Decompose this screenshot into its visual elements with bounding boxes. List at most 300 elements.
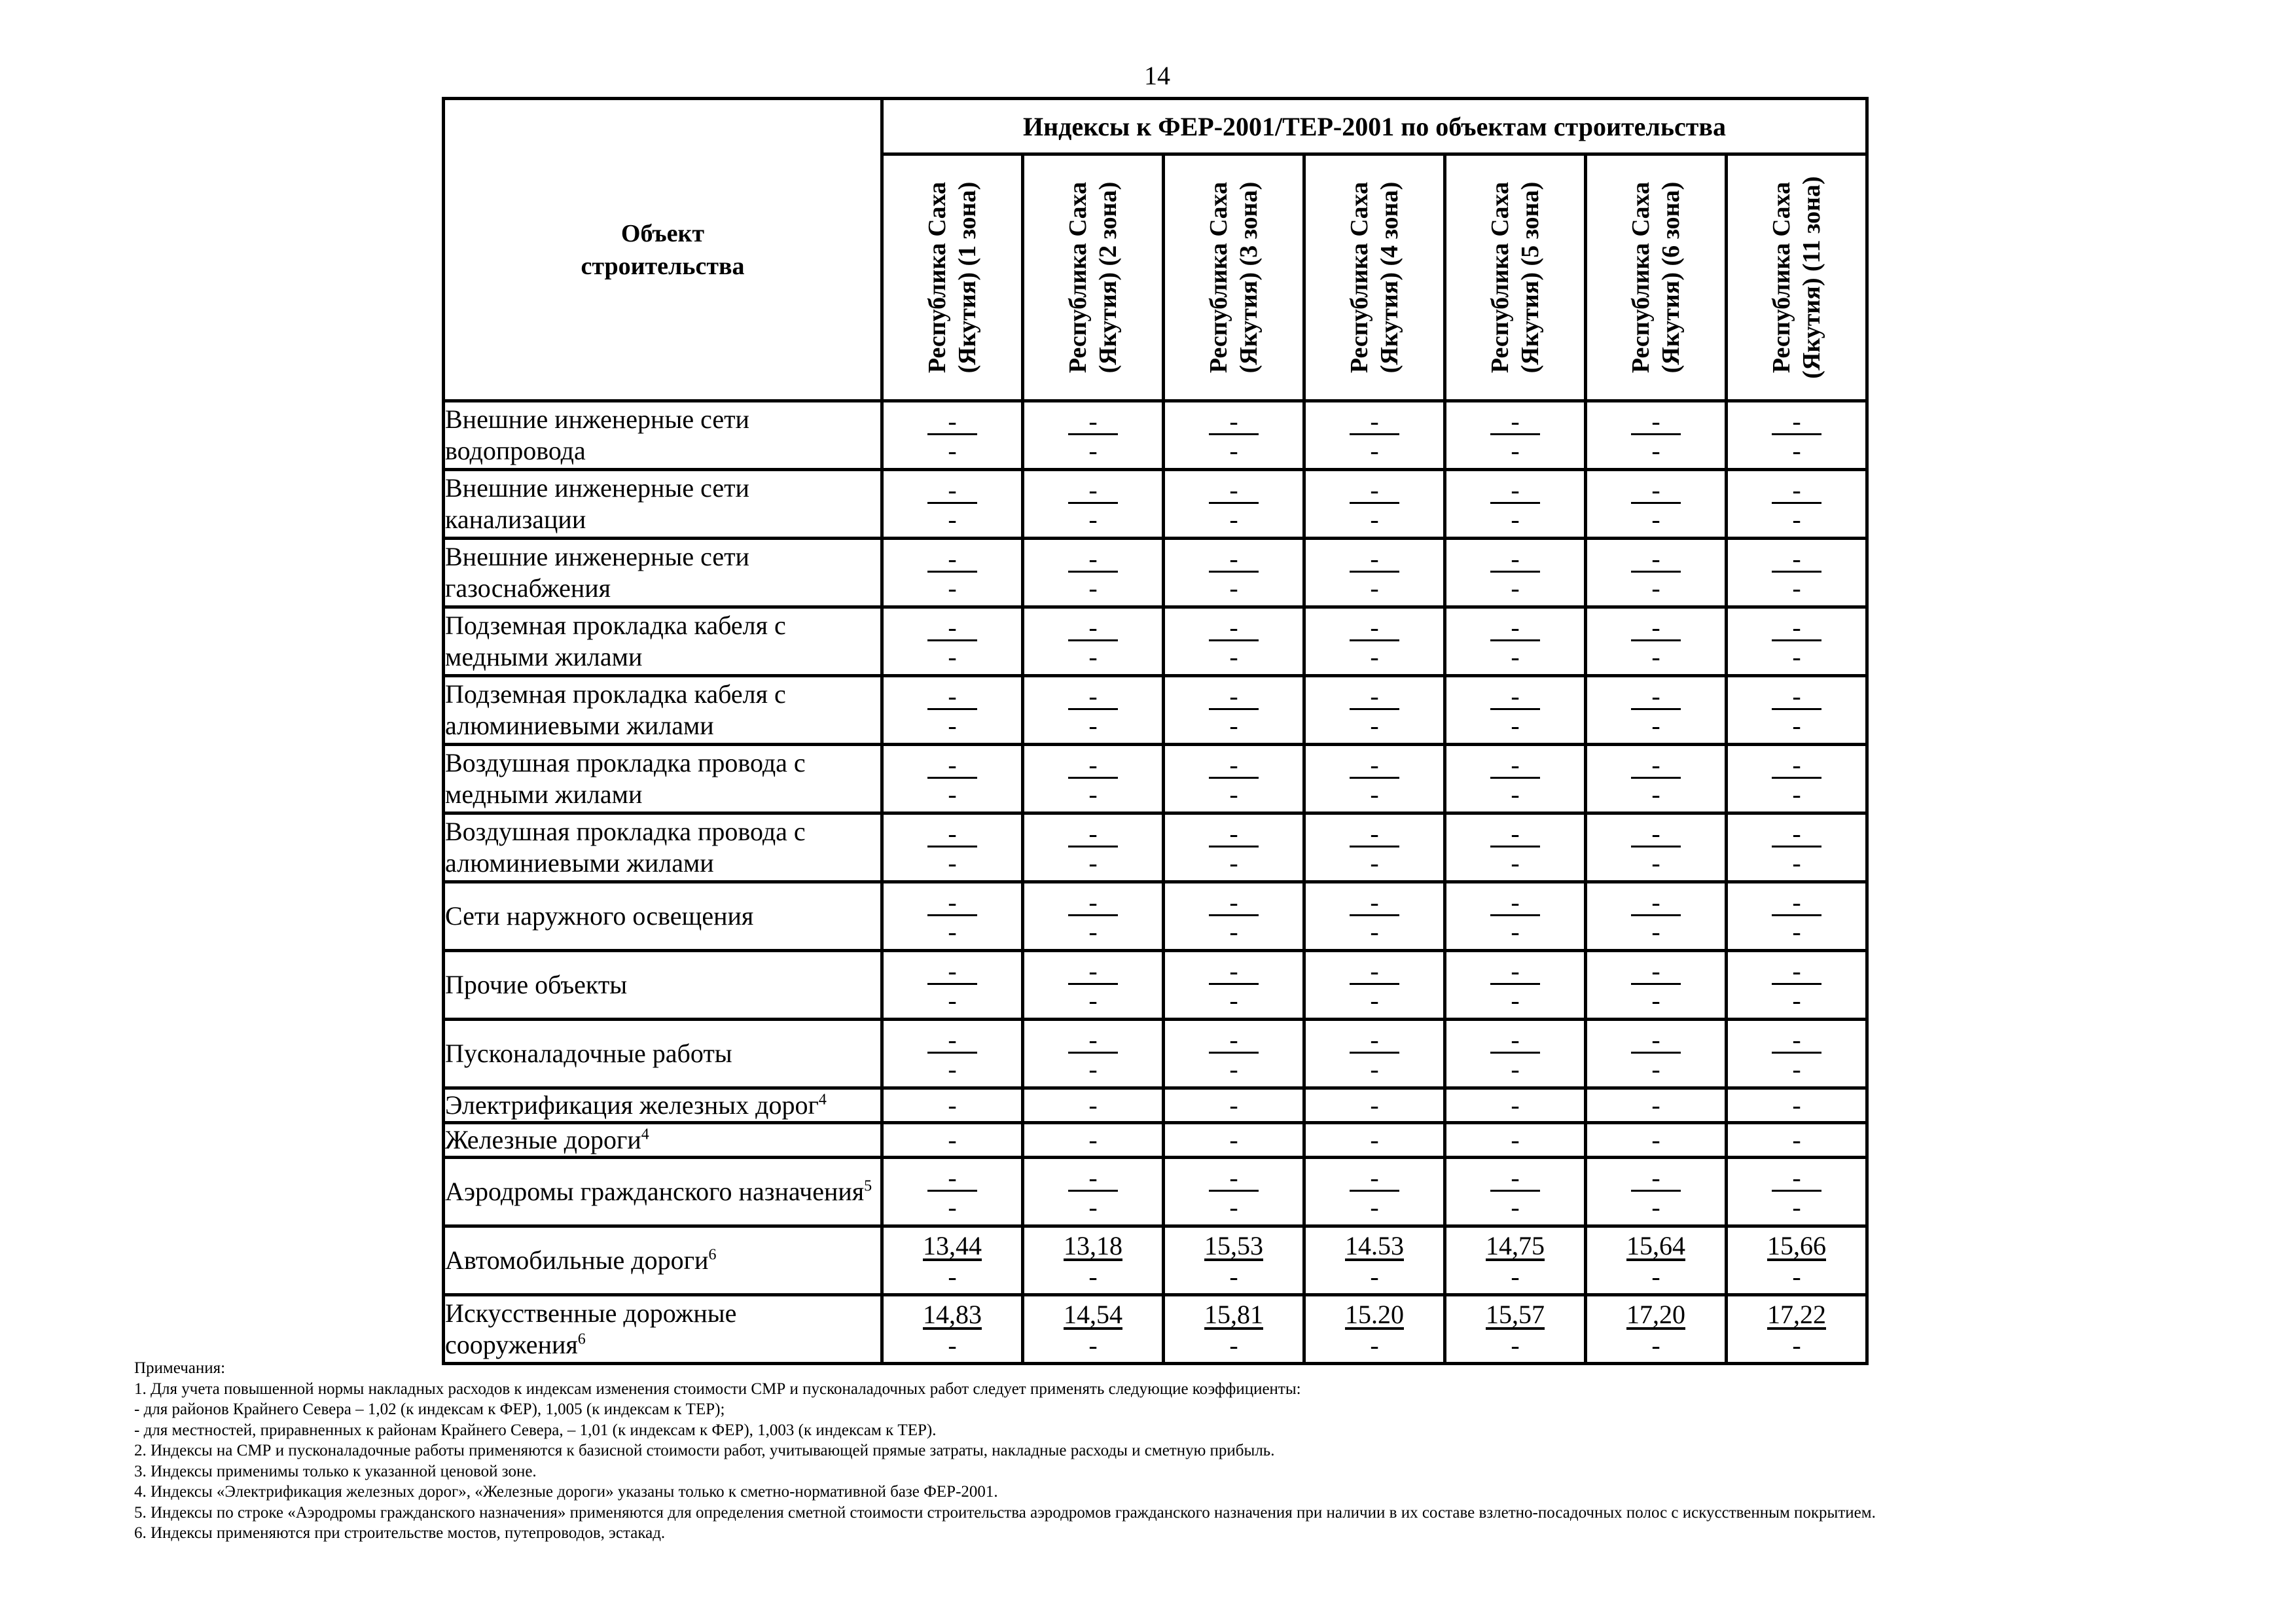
index-value: - [1651,1090,1660,1120]
index-denominator: - [1229,1262,1238,1291]
index-numerator: - [927,959,977,985]
index-denominator: - [948,710,957,740]
index-cell [1304,539,1445,607]
index-numerator: - [1350,1028,1399,1054]
zone-column-header [1727,154,1867,401]
index-value: - [948,1090,957,1120]
index-denominator: - [1511,573,1520,603]
index-denominator: - [1370,573,1379,603]
object-name-cell [444,1295,882,1364]
index-denominator: - [1651,1262,1660,1291]
index-denominator: - [948,573,957,603]
index-numerator: - [1772,685,1821,710]
index-denominator: - [1511,847,1520,878]
object-name: Искусственные дорожные сооружения [445,1298,737,1359]
index-numerator: 15,53 [1204,1231,1263,1260]
zone-header-line: Республика Саха [1768,181,1795,374]
index-denominator: - [1511,779,1520,809]
index-cell [1586,1295,1727,1364]
index-cell [882,1088,1023,1123]
index-cell [1164,539,1304,607]
index-cell [1164,745,1304,813]
object-name: Электрификация железных дорог [445,1090,819,1120]
index-denominator: - [1370,1330,1379,1360]
table-row [444,676,1867,745]
index-cell [1164,470,1304,539]
index-numerator: - [1490,616,1540,641]
index-cell [882,607,1023,676]
index-cell [1445,607,1586,676]
index-cell [1445,539,1586,607]
index-numerator: - [1209,547,1259,573]
index-denominator: - [1088,710,1098,740]
index-cell [1727,1295,1867,1364]
index-cell [1164,1226,1304,1295]
index-numerator: - [927,685,977,710]
index-numerator: - [927,753,977,779]
index-denominator: - [948,641,957,671]
index-denominator: - [1651,573,1660,603]
index-numerator: - [1209,478,1259,504]
index-numerator: - [1772,959,1821,985]
object-name: Воздушная прокладка провода с алюминиевыми жилами [445,817,806,878]
index-cell [1304,1123,1445,1158]
index-numerator: - [1631,410,1681,435]
index-numerator: - [1490,822,1540,847]
index-numerator: - [1350,616,1399,641]
index-cell [1164,401,1304,470]
index-denominator: - [1370,779,1379,809]
object-name-cell [444,1020,882,1088]
index-cell [1727,1088,1867,1123]
index-cell [1727,676,1867,745]
index-denominator: - [1792,641,1801,671]
zone-header-line: (Якутия) (5 зона) [1516,181,1544,374]
zone-header-line: (Якутия) (4 зона) [1376,181,1403,374]
index-cell [1164,951,1304,1020]
index-cell [1445,1158,1586,1226]
object-name-cell [444,882,882,951]
index-numerator: - [1350,478,1399,504]
index-value: - [1088,1125,1098,1154]
index-cell [1304,745,1445,813]
index-denominator: - [1088,779,1098,809]
index-cell [1164,1020,1304,1088]
index-numerator: 17,20 [1626,1300,1685,1329]
zone-column-header [1164,154,1304,401]
index-denominator: - [1792,435,1801,465]
index-denominator: - [1651,779,1660,809]
index-numerator: - [1350,891,1399,916]
index-numerator: - [1631,616,1681,641]
index-cell [1445,813,1586,882]
index-cell [1023,1226,1164,1295]
index-cell [1727,882,1867,951]
index-numerator: - [1490,753,1540,779]
index-numerator: - [1490,959,1540,985]
zone-column-header [1304,154,1445,401]
object-name-cell [444,676,882,745]
object-name: Прочие объекты [445,970,628,999]
index-cell [1023,882,1164,951]
index-cell [1586,745,1727,813]
index-cell [1586,401,1727,470]
note-line: 5. Индексы по строке «Аэродромы гражданского назначения» применяются для определения сметной стоимости строительства аэродромов гражданского назначения при наличии в их составе взлетно-посадочных полос с искусственным покрытием. [134,1503,1876,1522]
object-name-cell [444,470,882,539]
zone-header-line: Республика Саха [1064,181,1092,374]
index-numerator: 17,22 [1767,1300,1826,1329]
index-numerator: - [1068,753,1118,779]
index-cell [882,1123,1023,1158]
object-name-cell [444,539,882,607]
index-numerator: - [1068,959,1118,985]
index-denominator: - [1229,435,1238,465]
index-value: - [1792,1125,1801,1154]
object-name: Внешние инженерные сети газоснабжения [445,542,749,603]
index-cell [1586,951,1727,1020]
index-cell [1023,813,1164,882]
note-line: 4. Индексы «Электрификация железных дорог», «Железные дороги» указаны только к сметно-нормативной базе ФЕР-2001. [134,1483,998,1501]
index-cell [1023,745,1164,813]
index-denominator: - [1229,573,1238,603]
index-denominator: - [1511,641,1520,671]
index-denominator: - [1229,504,1238,534]
table-row [444,1295,1867,1364]
index-denominator: - [1651,847,1660,878]
index-denominator: - [1229,641,1238,671]
table-row [444,607,1867,676]
index-numerator: - [1631,753,1681,779]
index-denominator: - [948,1330,957,1360]
index-denominator: - [1651,710,1660,740]
index-cell [1164,676,1304,745]
index-numerator: - [1631,685,1681,710]
object-name-cell [444,1226,882,1295]
index-numerator: - [1209,822,1259,847]
index-denominator: - [948,847,957,878]
index-denominator: - [1088,641,1098,671]
index-numerator: - [1068,547,1118,573]
index-cell [1727,1123,1867,1158]
index-numerator: - [1772,547,1821,573]
index-cell [882,745,1023,813]
index-cell [1023,1123,1164,1158]
index-denominator: - [1651,1192,1660,1222]
index-numerator: - [1772,478,1821,504]
index-numerator: - [927,410,977,435]
index-denominator: - [1651,504,1660,534]
index-cell [1304,1158,1445,1226]
index-cell [1445,1295,1586,1364]
index-cell [1023,1295,1164,1364]
zone-header-line: Республика Саха [1205,181,1232,374]
index-denominator: - [1370,435,1379,465]
index-value: - [1370,1125,1379,1154]
index-cell [1304,951,1445,1020]
object-name-cell [444,1088,882,1123]
index-numerator: - [1068,685,1118,710]
index-denominator: - [1792,1054,1801,1084]
index-numerator: - [1068,478,1118,504]
index-numerator: - [1068,1028,1118,1054]
notes-section [134,1358,2229,1544]
index-value: - [1229,1090,1238,1120]
index-denominator: - [948,1054,957,1084]
index-cell [1304,401,1445,470]
zone-header-line: (Якутия) (6 зона) [1657,181,1685,374]
index-cell [1164,1123,1304,1158]
index-denominator: - [1088,435,1098,465]
index-denominator: - [1511,435,1520,465]
index-numerator: - [1209,1166,1259,1192]
index-denominator: - [1229,847,1238,878]
index-denominator: - [1370,1054,1379,1084]
index-numerator: - [1631,478,1681,504]
object-name-cell [444,607,882,676]
notes-heading: Примечания: [134,1359,226,1377]
index-numerator: - [1772,753,1821,779]
zone-header-line: Республика Саха [924,181,951,374]
index-denominator: - [1792,1330,1801,1360]
note-line: - для местностей, приравненных к районам Крайнего Севера, – 1,01 (к индексам к ФЕР), 1,003 (к индексам к ТЕР). [134,1421,937,1439]
index-numerator: - [1209,616,1259,641]
index-numerator: 14,54 [1064,1300,1122,1329]
index-cell [1445,951,1586,1020]
index-numerator: - [1490,1028,1540,1054]
table-row [444,951,1867,1020]
index-cell [1727,1158,1867,1226]
index-denominator: - [1088,1330,1098,1360]
index-numerator: - [1068,891,1118,916]
footnote-mark: 6 [708,1246,717,1264]
index-cell [1445,882,1586,951]
index-denominator: - [1792,710,1801,740]
zone-header-line: (Якутия) (3 зона) [1235,181,1263,374]
index-cell [1304,1020,1445,1088]
group-header: Индексы к ФЕР-2001/ТЕР-2001 по объектам строительства [882,99,1867,154]
index-cell [1727,951,1867,1020]
index-denominator: - [1229,1330,1238,1360]
index-cell [882,1295,1023,1364]
index-value: - [1792,1090,1801,1120]
index-numerator: - [1772,1166,1821,1192]
object-name: Внешние инженерные сети водопровода [445,404,749,465]
object-header-line: строительства [581,252,745,280]
index-denominator: - [1088,504,1098,534]
index-denominator: - [1792,779,1801,809]
index-numerator: 15,81 [1204,1300,1263,1329]
index-numerator: - [1772,822,1821,847]
index-numerator: - [1209,1028,1259,1054]
index-denominator: - [948,1262,957,1291]
index-cell [1727,745,1867,813]
index-cell [882,951,1023,1020]
index-value: - [1088,1090,1098,1120]
index-denominator: - [1792,1262,1801,1291]
index-cell [1727,539,1867,607]
index-numerator: - [1631,822,1681,847]
index-cell [882,813,1023,882]
index-cell [882,401,1023,470]
index-denominator: - [1651,985,1660,1015]
index-cell [1586,1158,1727,1226]
index-denominator: - [1370,504,1379,534]
index-cell [1727,401,1867,470]
table-row [444,882,1867,951]
index-denominator: - [1088,573,1098,603]
index-denominator: - [1370,710,1379,740]
index-numerator: - [1631,1028,1681,1054]
index-numerator: - [1490,410,1540,435]
index-cell [1023,470,1164,539]
index-denominator: - [1651,641,1660,671]
index-numerator: - [1772,410,1821,435]
index-cell [1304,676,1445,745]
index-numerator: - [1350,547,1399,573]
index-cell [1586,882,1727,951]
object-name-cell [444,1158,882,1226]
zone-column-header [1586,154,1727,401]
object-name: Железные дороги [445,1125,641,1154]
index-cell [1586,470,1727,539]
zone-header-text [1063,182,1123,373]
index-numerator: - [1350,685,1399,710]
index-cell [882,1226,1023,1295]
zone-header-line: Республика Саха [1486,181,1514,374]
index-denominator: - [948,435,957,465]
index-cell [882,539,1023,607]
index-numerator: - [1490,685,1540,710]
zone-header-text [1626,182,1686,373]
table-row [444,813,1867,882]
index-denominator: - [1511,1192,1520,1222]
index-numerator: - [1068,616,1118,641]
index-denominator: - [1229,1192,1238,1222]
index-cell [1586,1020,1727,1088]
index-denominator: - [948,916,957,946]
index-cell [1586,676,1727,745]
table-row [444,470,1867,539]
index-cell [1023,539,1164,607]
index-denominator: - [1229,916,1238,946]
index-cell [1304,813,1445,882]
index-denominator: - [948,779,957,809]
table-row [444,745,1867,813]
index-cell [1727,813,1867,882]
index-numerator: - [1068,410,1118,435]
index-cell [882,470,1023,539]
index-cell [1586,539,1727,607]
index-numerator: 15,57 [1486,1300,1545,1329]
object-header-line: Объект [620,219,705,247]
index-numerator: 14,83 [923,1300,982,1329]
object-name-cell [444,951,882,1020]
index-numerator: - [1350,753,1399,779]
index-denominator: - [1511,916,1520,946]
index-denominator: - [1792,1192,1801,1222]
index-cell [1023,676,1164,745]
note-line: 1. Для учета повышенной нормы накладных расходов к индексам изменения стоимости СМР и пусконаладочных работ следует применять следующие коэффициенты: [134,1380,1301,1398]
index-value: - [1651,1125,1660,1154]
index-cell [882,1158,1023,1226]
footnote-mark: 5 [864,1177,872,1195]
index-value: - [1511,1125,1520,1154]
index-numerator: - [1631,959,1681,985]
index-cell [1164,607,1304,676]
zone-header-text [922,182,982,373]
index-cell [1023,401,1164,470]
index-numerator: - [927,1166,977,1192]
index-cell [1164,882,1304,951]
index-denominator: - [1088,1262,1098,1291]
object-name-cell [444,813,882,882]
note-line: 6. Индексы применяются при строительстве мостов, путепроводов, эстакад. [134,1524,666,1542]
page-number: 14 [1144,61,1170,90]
index-cell [1727,470,1867,539]
index-numerator: 13,18 [1064,1231,1122,1260]
index-denominator: - [1088,847,1098,878]
index-cell [1023,1088,1164,1123]
index-table [442,97,1869,1365]
index-numerator: - [1490,547,1540,573]
zone-header-text [1485,182,1545,373]
index-denominator: - [1511,504,1520,534]
index-cell [1727,607,1867,676]
table-row [444,1123,1867,1158]
index-denominator: - [1511,1262,1520,1291]
note-line: 2. Индексы на СМР и пусконаладочные работы применяются к базисной стоимости работ, учитывающей прямые затраты, накладные расходы и сметную прибыль. [134,1442,1275,1459]
object-name: Пусконаладочные работы [445,1039,732,1068]
object-name: Воздушная прокладка провода с медными жилами [445,748,806,809]
index-value: - [1229,1125,1238,1154]
index-denominator: - [1370,847,1379,878]
index-cell [1304,1295,1445,1364]
zone-header-text [1204,182,1264,373]
index-numerator: - [1209,891,1259,916]
index-denominator: - [1792,916,1801,946]
index-numerator: 15.20 [1345,1300,1404,1329]
index-cell [1445,1020,1586,1088]
object-name-cell [444,1123,882,1158]
index-denominator: - [948,1192,957,1222]
table-row [444,401,1867,470]
index-denominator: - [1511,985,1520,1015]
index-denominator: - [1370,916,1379,946]
footnote-mark: 4 [818,1091,827,1109]
index-cell [1023,1020,1164,1088]
index-cell [1023,1158,1164,1226]
zone-column-header [1023,154,1164,401]
index-numerator: 15,66 [1767,1231,1826,1260]
index-denominator: - [1370,985,1379,1015]
index-cell [1445,1123,1586,1158]
index-cell [1445,1088,1586,1123]
index-denominator: - [1229,710,1238,740]
zone-header-line: Республика Саха [1627,181,1655,374]
index-cell [1445,745,1586,813]
index-numerator: - [1490,478,1540,504]
note-line: 3. Индексы применимы только к указанной ценовой зоне. [134,1462,537,1480]
index-denominator: - [1792,985,1801,1015]
index-denominator: - [1370,1262,1379,1291]
index-cell [882,1020,1023,1088]
index-numerator: - [1350,959,1399,985]
index-numerator: - [927,891,977,916]
index-denominator: - [1088,985,1098,1015]
index-numerator: - [1209,959,1259,985]
zone-column-header [1445,154,1586,401]
zone-header-line: (Якутия) (11 зона) [1798,176,1825,379]
